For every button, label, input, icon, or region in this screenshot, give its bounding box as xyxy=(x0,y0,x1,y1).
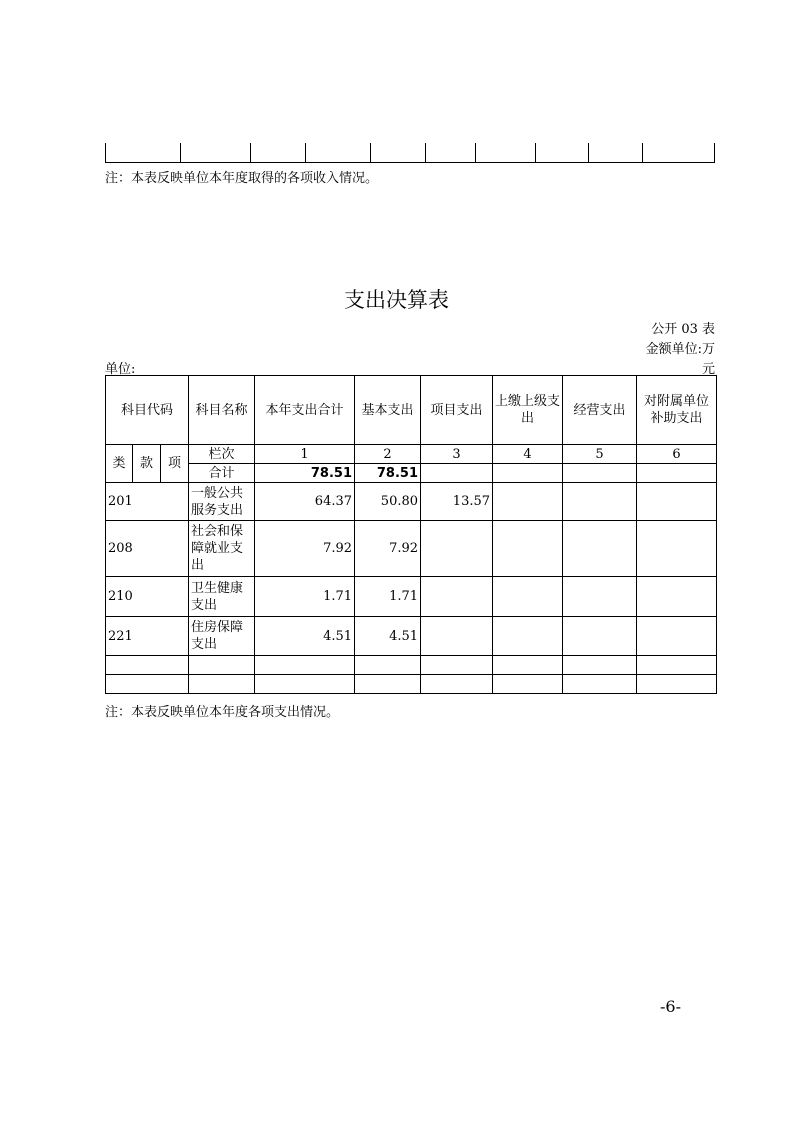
row-basic: 7.92 xyxy=(355,521,421,577)
row-code: 221 xyxy=(106,617,189,656)
header-xiang: 项 xyxy=(161,445,189,483)
table-row xyxy=(106,483,717,521)
row-name: 一般公共服务支出 xyxy=(189,483,255,521)
col-number-1: 1 xyxy=(255,445,355,464)
row-code: 208 xyxy=(106,521,189,577)
header-subsidy: 对附属单位补助支出 xyxy=(637,376,717,445)
row-total: 7.92 xyxy=(255,521,355,577)
col-number-5: 5 xyxy=(563,445,637,464)
amount-unit-suffix: 元 xyxy=(701,362,715,377)
previous-table-note: 注：本表反映单位本年度取得的各项收入情况。 xyxy=(105,171,379,186)
row-project xyxy=(421,521,493,577)
header-total: 本年支出合计 xyxy=(255,376,355,445)
row-name: 卫生健康支出 xyxy=(189,577,255,617)
row-code: 210 xyxy=(106,577,189,617)
summary-row xyxy=(106,464,717,483)
header-upper: 上缴上级支出 xyxy=(493,376,563,445)
empty-row xyxy=(106,656,717,675)
table-row xyxy=(106,617,717,656)
header-row xyxy=(106,376,717,445)
row-total: 64.37 xyxy=(255,483,355,521)
previous-table-fragment xyxy=(105,143,715,163)
col-number-3: 3 xyxy=(421,445,493,464)
col-number-2: 2 xyxy=(355,445,421,464)
row-total: 1.71 xyxy=(255,577,355,617)
header-code: 科目代码 xyxy=(106,376,189,445)
row-basic: 1.71 xyxy=(355,577,421,617)
col-number-6: 6 xyxy=(637,445,717,464)
row-name: 社会和保障就业支出 xyxy=(189,521,255,577)
header-name: 科目名称 xyxy=(189,376,255,445)
header-business: 经营支出 xyxy=(563,376,637,445)
empty-row xyxy=(106,675,717,694)
form-number: 公开 03 表 xyxy=(651,322,715,337)
row-code: 201 xyxy=(106,483,189,521)
row-total: 4.51 xyxy=(255,617,355,656)
table-row xyxy=(106,577,717,617)
header-lanci: 栏次 xyxy=(189,445,255,464)
header-kuan: 款 xyxy=(133,445,161,483)
header-lei: 类 xyxy=(106,445,133,483)
row-name: 住房保障支出 xyxy=(189,617,255,656)
summary-label: 合计 xyxy=(189,464,255,483)
row-project xyxy=(421,577,493,617)
column-number-row xyxy=(106,445,717,464)
row-project xyxy=(421,617,493,656)
header-project: 项目支出 xyxy=(421,376,493,445)
summary-total: 78.51 xyxy=(255,464,355,483)
expenditure-table xyxy=(105,375,717,694)
row-basic: 50.80 xyxy=(355,483,421,521)
amount-unit: 金额单位:万 xyxy=(645,342,715,357)
header-basic: 基本支出 xyxy=(355,376,421,445)
page-title: 支出决算表 xyxy=(344,288,449,312)
page-number: -6- xyxy=(660,997,681,1016)
summary-basic: 78.51 xyxy=(355,464,421,483)
row-basic: 4.51 xyxy=(355,617,421,656)
col-number-4: 4 xyxy=(493,445,563,464)
table-note: 注：本表反映单位本年度各项支出情况。 xyxy=(105,705,340,720)
unit-label: 单位: xyxy=(105,362,136,377)
row-project: 13.57 xyxy=(421,483,493,521)
table-row xyxy=(106,521,717,577)
